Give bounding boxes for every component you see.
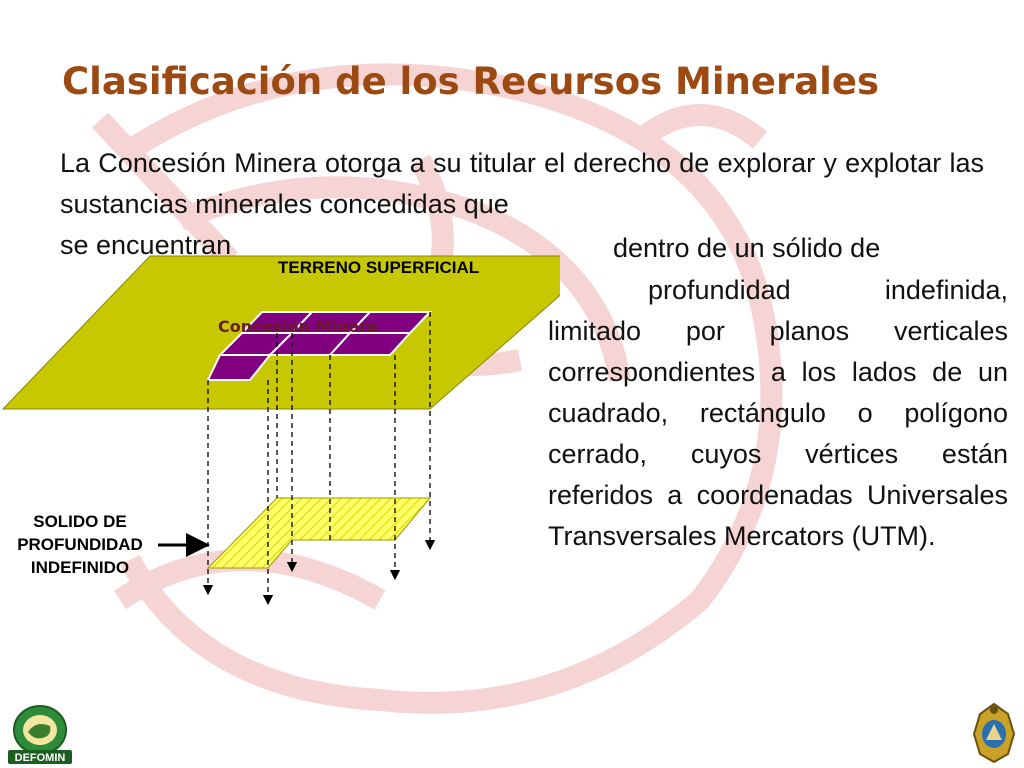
solid-label-line-3: INDEFINIDO bbox=[30, 558, 130, 577]
terrain-label: TERRENO SUPERFICIAL bbox=[278, 258, 480, 277]
solid-label-line-2: PROFUNDIDAD bbox=[17, 535, 143, 554]
defomin-logo-text: DEFOMIN bbox=[14, 752, 66, 764]
paragraph-right-first-line: dentro de un sólido de bbox=[613, 233, 881, 263]
paragraph-right bbox=[548, 270, 1008, 557]
paragraph-intro-last-line: se encuentran bbox=[60, 230, 232, 260]
paragraph-intro: La Concesión Minera otorga a su titular el derecho de explorar y explotar las sustancias minerales concedidas que bbox=[60, 148, 984, 219]
coat-of-arms-seal bbox=[968, 700, 1020, 766]
paragraph-right-text: profundidad indefinida, limitado por planos verticales correspondientes a los lados de un cuadrado, rectángulo o polígono cerrado, cuyos vértices están referidos a coordenadas Universales Transversales Mercators (UTM). bbox=[548, 275, 1008, 551]
concession-diagram bbox=[0, 245, 560, 615]
slide-title: Clasificación de los Recursos Minerales bbox=[62, 60, 879, 103]
concession-label: Concesión Minera bbox=[218, 317, 378, 336]
solid-label-line-1: SOLIDO DE bbox=[33, 512, 127, 531]
solid-depth-plane bbox=[208, 498, 430, 568]
defomin-logo bbox=[6, 702, 74, 766]
